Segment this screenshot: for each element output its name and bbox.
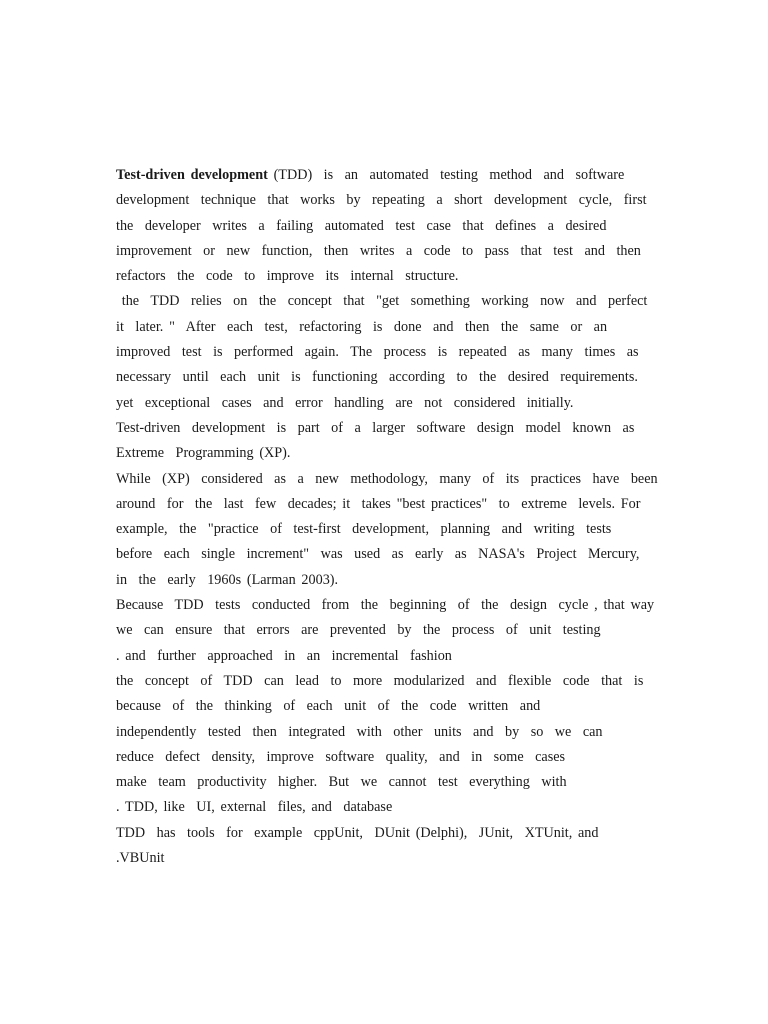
text-line-26: . TDD, like UI, external files, and database <box>116 799 393 816</box>
text-line-28: .VBUnit <box>116 850 165 867</box>
text-line-15: example, the "practice of test-first development, planning and writing tests <box>116 521 612 538</box>
text-line-17: in the early 1960s (Larman 2003). <box>116 571 339 588</box>
text-line-2: development technique that works by repeating a short development cycle, first <box>116 192 647 209</box>
bold-term: Test-driven development <box>116 167 268 183</box>
text-line-11: Test-driven development is part of a larger software design model known as <box>116 419 635 436</box>
text-line-14: around for the last few decades; it takes "best practices" to extreme levels. For <box>116 495 641 512</box>
text-line-27: TDD has tools for example cppUnit, DUnit (Delphi), JUnit, XTUnit, and <box>116 824 599 841</box>
text-line-7: it later. " After each test, refactoring is done and then the same or an <box>116 318 608 335</box>
text-line-9: necessary until each unit is functioning according to the desired requirements. <box>116 369 638 386</box>
text-line-16: before each single increment" was used as early as NASA's Project Mercury, <box>116 546 640 563</box>
text-line-19: we can ensure that errors are prevented by the process of unit testing <box>116 622 601 639</box>
text-line-10: yet exceptional cases and error handling are not considered initially. <box>116 394 574 411</box>
text-line-23: independently tested then integrated with other units and by so we can <box>116 723 603 740</box>
text-line-24: reduce defect density, improve software quality, and in some cases <box>116 748 566 765</box>
text-line-3: the developer writes a failing automated test case that defines a desired <box>116 217 607 234</box>
text-line-25: make team productivity higher. But we cannot test everything with <box>116 774 567 791</box>
text-line-12: Extreme Programming (XP). <box>116 445 291 462</box>
text-line-5: refactors the code to improve its internal structure. <box>116 268 459 285</box>
text-line-6: the TDD relies on the concept that "get something working now and perfect <box>116 293 648 310</box>
text-line-1 <box>116 163 656 188</box>
text-line-13: While (XP) considered as a new methodology, many of its practices have been <box>116 470 658 487</box>
text-line-4: improvement or new function, then writes a code to pass that test and then <box>116 242 641 259</box>
document-body <box>116 163 656 871</box>
text-line-21: the concept of TDD can lead to more modularized and flexible code that is <box>116 672 644 689</box>
text-line-20: . and further approached in an incremental fashion <box>116 647 452 664</box>
text-line-content: (TDD) is an automated testing method and software <box>267 167 625 183</box>
text-line-22: because of the thinking of each unit of the code written and <box>116 698 541 715</box>
text-line-8: improved test is performed again. The process is repeated as many times as <box>116 344 639 361</box>
text-line-18: Because TDD tests conducted from the beginning of the design cycle , that way <box>116 597 655 614</box>
